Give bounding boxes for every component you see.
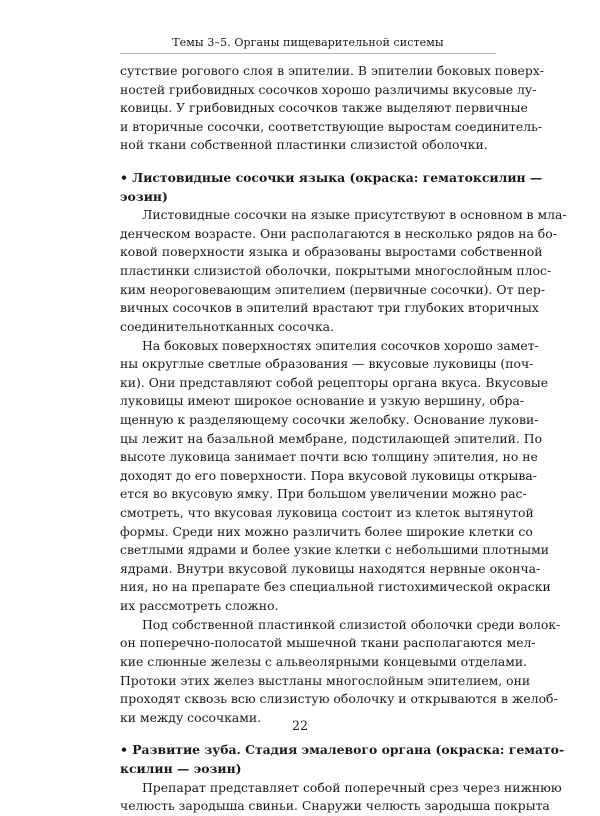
text-line: соединительнотканных сосочка.	[120, 318, 335, 334]
running-header: Темы 3–5. Органы пищеварительной системы	[172, 36, 444, 49]
text-line: Листовидные сосочки на языке присутствуют в основном в мла-	[142, 207, 567, 223]
text-line: ется во вкусовую ямку. При большом увеличении можно рас-	[120, 486, 527, 502]
text-line: ностей грибовидных сосочков хорошо различимы вкусовые лу-	[120, 81, 537, 97]
heading-line: эозин)	[120, 188, 168, 204]
text-line: ковой поверхности языка и образованы выростами собственной	[120, 244, 543, 260]
text-line: ны округлые светлые образования — вкусовые луковицы (поч-	[120, 356, 534, 372]
text-line: светлыми ядрами и более узкие клетки с небольшими плотными	[120, 542, 550, 558]
page-body	[120, 62, 567, 816]
text-line: ковицы. У грибовидных сосочков также выделяют первичные	[120, 100, 528, 116]
paragraph-5	[120, 779, 562, 816]
page-number: 22	[291, 718, 309, 733]
text-line: Препарат представляет собой поперечный срез через нижнюю	[142, 779, 562, 795]
paragraph-2	[120, 206, 567, 336]
text-line: ки). Они представляют собой рецепторы органа вкуса. Вкусовые	[120, 374, 549, 390]
text-line: высоте луковица занимает почти всю толщину эпителия, но не	[120, 449, 538, 465]
text-line: денческом возрасте. Они располагаются в несколько рядов на бо-	[120, 225, 557, 241]
section-heading-foliate-papillae	[120, 169, 543, 206]
text-line: На боковых поверхностях эпителия сосочков хорошо замет-	[142, 337, 539, 353]
heading-line: • Листовидные сосочки языка (окраска: гематоксилин —	[120, 170, 543, 186]
paragraph-3	[120, 337, 551, 616]
text-line: сутствие рогового слоя в эпителии. В эпителии боковых поверх-	[120, 63, 544, 78]
section-gap	[120, 155, 496, 169]
text-line: щенную к разделяющему сосочки желобку. Основание лукови-	[120, 411, 539, 427]
text-line: ким неороговевающим эпителием (первичные сосочки). От пер-	[120, 281, 546, 297]
text-line: проходят сквозь всю слизистую оболочку и открываются в желоб-	[120, 691, 558, 707]
text-line: пластинки слизистой оболочки, покрытыми многослойным плос-	[120, 263, 552, 279]
header-rule	[120, 53, 496, 54]
text-line: челюсть зародыша свиньи. Снаружи челюсть зародыша покрыта	[120, 798, 550, 814]
text-line: вичных сосочков в эпителий врастают три глубоких вторичных	[120, 300, 539, 316]
text-line: Под собственной пластинкой слизистой оболочки среди волок-	[142, 616, 561, 632]
text-line: доходят до его поверхности. Пора вкусовой луковицы открыва-	[120, 467, 537, 483]
heading-line: • Развитие зуба. Стадия эмалевого органа (окраска: гемато-	[120, 742, 565, 758]
text-line: луковицы имеют широкое основание и узкую вершину, обра-	[120, 393, 524, 409]
text-line: ной ткани собственной пластинки слизистой оболочки.	[120, 137, 488, 153]
text-line: ядрами. Внутри вкусовой луковицы находятся нервные оконча-	[120, 560, 541, 576]
text-line: их рассмотреть сложно.	[120, 598, 279, 614]
text-line: ки между сосочками.	[120, 709, 262, 725]
paragraph-4	[120, 616, 561, 728]
heading-line: ксилин — эозин)	[120, 760, 242, 776]
text-line: смотреть, что вкусовая луковица состоит из клеток вытянутой	[120, 505, 534, 521]
text-line: Протоки этих желез выстланы многослойным эпителием, они	[120, 672, 531, 688]
text-line: формы. Среди них можно различить более широкие клетки со	[120, 523, 533, 539]
text-line: кие слюнные железы с альвеолярными концевыми отделами.	[120, 653, 528, 669]
text-line: цы лежит на базальной мембране, подстилающей эпителий. По	[120, 430, 543, 446]
paragraph-1	[120, 62, 544, 155]
text-line: и вторичные сосочки, соответствующие выростам соединитель-	[120, 118, 543, 134]
text-line: он поперечно-полосатой мышечной ткани располагаются мел-	[120, 635, 536, 651]
section-heading-tooth-development	[120, 741, 565, 778]
text-line: ния, но на препарате без специальной гистохимической окраски	[120, 579, 551, 595]
